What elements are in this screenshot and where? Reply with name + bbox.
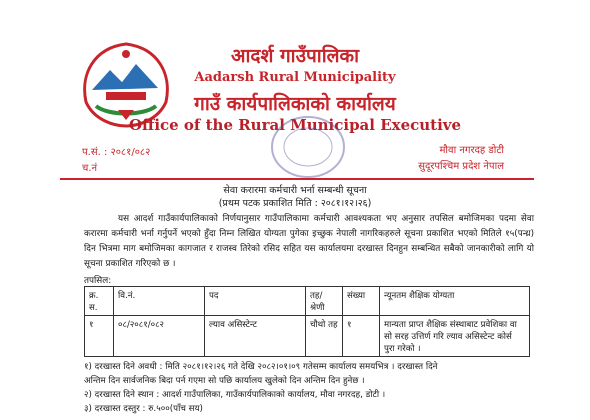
municipality-name-nepali: आदर्श गाउँपालिका [230,45,360,67]
cell-level: चौथो तह [306,316,343,357]
vacancy-table [84,286,530,357]
office-name-nepali: गाउँ कार्यपालिकाको कार्यालय [194,93,396,115]
note-line: २) दरखास्त दिने स्थान : आदर्श गाउँपालिका, गाउँकार्यपालिकाको कार्यालय, मौवा नगरदह, डोटी । [84,390,386,400]
table-row [85,316,530,357]
col-qualification: न्यूनतम शैक्षिक योग्यता [380,287,530,316]
col-level: तह/ श्रेणी [306,287,343,316]
notice-subtitle: (प्रथम पटक प्रकाशित मिति : २०८१।१२।२६) [218,198,372,209]
cell-count: १ [343,316,380,357]
municipality-name-english: Aadarsh Rural Municipality [194,70,396,85]
table-label: तपसिल: [84,276,112,286]
cell-serial: १ [85,316,114,357]
table-header-row [85,287,530,316]
office-seal-icon [268,112,348,182]
col-post: पद [205,287,306,316]
cell-qualification: मान्यता प्राप्त शैक्षिक संस्थाबाट प्रवेशिका वा सो सरह उत्तिर्ण गरि ल्याव असिस्टेन्ट कोर्स पुरा गरेको । [380,316,530,357]
notice-notes [84,360,534,416]
dispatch-number: च.नं [82,163,98,174]
cell-post: ल्याव असिस्टेन्ट [205,316,306,357]
notice-body: यस आदर्श गाउँकार्यपालिकाको निर्णयानुसार गाउँपालिकामा कर्मचारी आवश्यकता भए अनुसार तपसिल बमोजिमका पदमा सेवा करारमा कर्मचारी भर्ना गर्नुपर्ने भएको हुँदा निम्न लिखित योग्यता पुगेका इच्छुक नेपाली नागरिकहरुले सूचना प्रकाशित भएको मितिले १५(पन्ध्र) दिन भित्रमा माग बमोजिमका कागजात र राजस्व तिरेको रसिद सहित यस कार्यालयमा दरखास्त दिनहुन सम्बन्धित सबैको जानकारीको लागि यो सूचना प्रकाशित गरिएको छ । [84,214,534,269]
note-line: ३) दरखास्त दस्तुर : रु.५००(पाँच सय) [84,404,203,414]
province-name: सुदूरपश्चिम प्रदेश नेपाल [418,161,504,172]
note-line: अन्तिम दिन सार्वजनिक बिदा पर्न गएमा सो पछि कार्यालय खुलेको दिन अन्तिम दिन हुनेछ । [84,376,365,386]
office-name-english: Office of the Rural Municipal Executive [128,116,462,134]
note-line: १) दरखास्त दिने अवधी : मिति २०८१।१२।२६ गते देखि २०८२।०१।०९ गतेसम्म कार्यालय समयभित्र । दरखास्त दिने [84,362,438,372]
cell-ad-number: ०८/२०८१/०८२ [114,316,205,357]
header-divider [60,178,534,180]
letter-number: प.सं. : २०८१/०८२ [82,147,151,158]
col-ad-number: वि.नं. [114,287,205,316]
col-serial: क्र. स. [85,287,114,316]
notice-title: सेवा करारमा कर्मचारी भर्ना सम्बन्धी सूचना [223,185,367,196]
office-address: मौवा नगरदह डोटी [439,145,504,156]
col-count: संख्या [343,287,380,316]
